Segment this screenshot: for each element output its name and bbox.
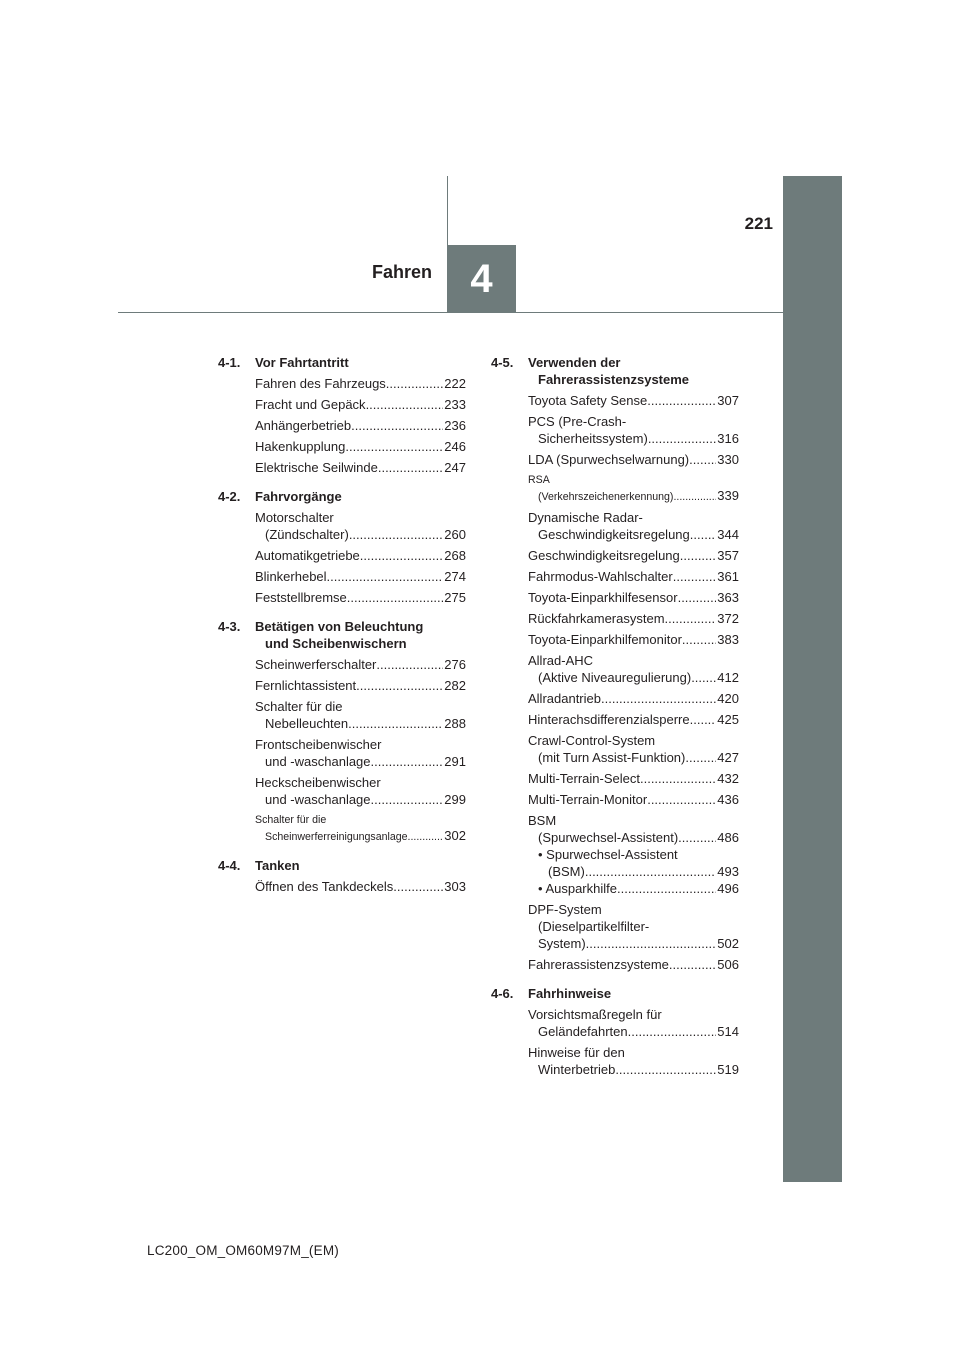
entry-page: 268 — [444, 548, 466, 563]
leader-dots — [640, 770, 716, 787]
entry-page: 307 — [717, 393, 739, 408]
chapter-number: 4 — [470, 256, 493, 301]
entry-title: (Spurwechsel-Assistent) — [538, 830, 679, 845]
toc-entry[interactable] — [528, 901, 739, 952]
entry-title: Toyota-Einparkhilfemonitor — [528, 632, 682, 647]
section-number: 4-5. — [491, 355, 514, 370]
toc-entry[interactable] — [528, 472, 739, 505]
entry-title: Fracht und Gepäck — [255, 397, 366, 412]
leader-dots — [408, 829, 444, 845]
entry-title: (Zündschalter) — [265, 527, 349, 542]
entry-title: Allradantrieb — [528, 691, 601, 706]
leader-dots — [617, 880, 716, 897]
entry-title: • Ausparkhilfe — [538, 881, 617, 896]
toc-entry[interactable] — [528, 791, 739, 808]
entry-page: 339 — [717, 488, 739, 503]
entry-page: 412 — [717, 670, 739, 685]
leader-dots — [356, 677, 443, 694]
entry-title: (Verkehrszeichenerkennung) — [538, 491, 674, 503]
entry-title-line: DPF-System — [528, 902, 602, 917]
leader-dots — [327, 568, 444, 585]
entry-title: Fahrerassistenzsysteme — [528, 957, 669, 972]
chapter-title: Fahren — [371, 262, 432, 282]
header-vertical-rule — [447, 176, 448, 245]
leader-dots — [386, 375, 444, 392]
leader-dots — [348, 715, 443, 732]
entry-page: 302 — [444, 828, 466, 843]
section-title — [528, 354, 739, 388]
toc-subentry[interactable] — [538, 880, 739, 897]
toc-entry[interactable] — [255, 774, 466, 808]
leader-dots — [360, 547, 444, 564]
entry-title: Öffnen des Tankdeckels — [255, 879, 394, 894]
toc-right-column — [491, 354, 739, 1082]
section-title: Tanken — [255, 858, 300, 873]
entry-page: 357 — [717, 548, 739, 563]
entry-title: und -waschanlage — [265, 792, 371, 807]
entry-title: Fernlichtassistent — [255, 678, 357, 693]
entry-title-line: PCS (Pre-Crash- — [528, 414, 627, 429]
leader-dots — [376, 656, 443, 673]
toc-entry[interactable] — [528, 732, 739, 766]
entry-title-line: • Spurwechsel-Assistent — [538, 847, 678, 862]
page-number: 221 — [744, 214, 773, 233]
entry-title-line: Frontscheibenwischer — [255, 737, 382, 752]
toc-entry[interactable] — [255, 438, 466, 455]
entry-page: 496 — [717, 881, 739, 896]
leader-dots — [673, 489, 716, 505]
entry-page: 246 — [444, 439, 466, 454]
toc-entry[interactable] — [528, 652, 739, 686]
toc-entry[interactable] — [255, 677, 466, 694]
section-number: 4-6. — [491, 986, 514, 1001]
toc-section-4-1[interactable] — [218, 354, 466, 371]
section-title: Fahrvorgänge — [255, 489, 342, 504]
leader-dots — [678, 829, 716, 846]
leader-dots — [647, 791, 716, 808]
entry-title: Toyota Safety Sense — [528, 393, 648, 408]
toc-left-column — [218, 354, 466, 899]
section-title-line: Verwenden der — [528, 355, 621, 370]
toc-entry[interactable] — [528, 610, 739, 627]
toc-entry[interactable] — [528, 711, 739, 728]
entry-title: Geschwindigkeitsregelung — [528, 548, 680, 563]
chapter-number-box — [447, 245, 516, 313]
toc-entry[interactable] — [528, 568, 739, 585]
entry-page: 276 — [444, 657, 466, 672]
section-title-line: Fahrerassistenzsysteme — [538, 372, 690, 387]
entry-title-line: Hinweise für den — [528, 1045, 625, 1060]
leader-dots — [371, 753, 444, 770]
leader-dots — [601, 690, 716, 707]
toc-entry[interactable] — [528, 509, 739, 543]
toc-entry[interactable] — [255, 459, 466, 476]
entry-title: (Aktive Niveauregulierung) — [538, 670, 692, 685]
entry-title-line: Schalter für die — [255, 699, 343, 714]
entry-page: 233 — [444, 397, 466, 412]
entry-page: 383 — [717, 632, 739, 647]
leader-dots — [349, 526, 443, 543]
toc-section-4-3[interactable] — [218, 618, 466, 652]
toc-entry[interactable] — [255, 812, 466, 845]
leader-dots — [665, 610, 717, 627]
leader-dots — [345, 438, 443, 455]
entry-title: Anhängerbetrieb — [255, 418, 352, 433]
entry-title: Multi-Terrain-Monitor — [528, 792, 648, 807]
entry-page: 291 — [444, 754, 466, 769]
leader-dots — [393, 878, 443, 895]
leader-dots — [585, 863, 716, 880]
toc-section-4-4[interactable] — [218, 857, 466, 874]
entry-title-line: Crawl-Control-System — [528, 733, 656, 748]
toc-entry[interactable] — [528, 1044, 739, 1078]
entry-title-line: BSM — [528, 813, 557, 828]
toc-entry[interactable] — [528, 690, 739, 707]
toc-entry[interactable] — [255, 396, 466, 413]
entry-title: Multi-Terrain-Select — [528, 771, 640, 786]
entry-page: 514 — [717, 1024, 739, 1039]
entry-page: 427 — [717, 750, 739, 765]
entry-page: 222 — [444, 376, 466, 391]
chapter-side-tab — [783, 176, 842, 1182]
leader-dots — [586, 935, 717, 952]
toc-entry[interactable] — [528, 812, 739, 846]
toc-entry[interactable] — [528, 451, 739, 468]
entry-title: Fahrmodus-Wahlschalter — [528, 569, 673, 584]
entry-title: Elektrische Seilwinde — [255, 460, 378, 475]
entry-page: 330 — [717, 452, 739, 467]
toc-entry[interactable] — [528, 956, 739, 973]
toc-entry[interactable] — [255, 417, 466, 434]
entry-title: System) — [538, 936, 586, 951]
entry-title: Sicherheitssystem) — [538, 431, 648, 446]
entry-page: 288 — [444, 716, 466, 731]
entry-page: 372 — [717, 611, 739, 626]
section-title — [255, 618, 466, 652]
toc-entry[interactable] — [528, 589, 739, 606]
leader-dots — [680, 547, 717, 564]
entry-page: 506 — [717, 957, 739, 972]
toc-entry[interactable] — [255, 568, 466, 585]
entry-title-line: Dynamische Radar- — [528, 510, 643, 525]
leader-dots — [682, 631, 716, 648]
toc-entry[interactable] — [255, 878, 466, 895]
entry-title-line: (Dieselpartikelfilter- — [538, 919, 650, 934]
entry-page: 493 — [717, 864, 739, 879]
entry-page: 260 — [444, 527, 466, 542]
entry-page: 274 — [444, 569, 466, 584]
entry-title: Rückfahrkamerasystem — [528, 611, 665, 626]
entry-title: (BSM) — [548, 864, 585, 879]
entry-title: Scheinwerferschalter — [255, 657, 377, 672]
section-title-line: und Scheibenwischern — [265, 636, 407, 651]
toc-entry[interactable] — [255, 509, 466, 543]
entry-page: 432 — [717, 771, 739, 786]
toc-entry[interactable] — [255, 698, 466, 732]
entry-title: Fahren des Fahrzeugs — [255, 376, 386, 391]
section-title: Fahrhinweise — [528, 986, 612, 1001]
leader-dots — [690, 711, 717, 728]
entry-page: 247 — [444, 460, 466, 475]
entry-title: Geschwindigkeitsregelung — [538, 527, 690, 542]
entry-page: 303 — [444, 879, 466, 894]
leader-dots — [615, 1061, 716, 1078]
leader-dots — [689, 451, 716, 468]
entry-title: Scheinwerferreinigungsanlage — [265, 831, 408, 843]
toc-entry[interactable] — [528, 1006, 739, 1040]
toc-entry[interactable] — [255, 656, 466, 673]
entry-page: 436 — [717, 792, 739, 807]
entry-title-line: Heckscheibenwischer — [255, 775, 381, 790]
toc-entry[interactable] — [255, 547, 466, 564]
entry-page: 502 — [717, 936, 739, 951]
entry-page: 299 — [444, 792, 466, 807]
entry-title: und -waschanlage — [265, 754, 371, 769]
toc-entry[interactable] — [528, 413, 739, 447]
leader-dots — [685, 749, 716, 766]
leader-dots — [673, 568, 717, 585]
entry-title: Blinkerhebel — [255, 569, 327, 584]
entry-page: 316 — [717, 431, 739, 446]
toc-entry[interactable] — [255, 375, 466, 392]
entry-title: LDA (Spurwechselwarnung) — [528, 452, 690, 467]
entry-title: (mit Turn Assist-Funktion) — [538, 750, 686, 765]
entry-page: 519 — [717, 1062, 739, 1077]
leader-dots — [366, 396, 444, 413]
entry-title-line: Allrad-AHC — [528, 653, 594, 668]
entry-title: Toyota-Einparkhilfesensor — [528, 590, 678, 605]
leader-dots — [648, 430, 716, 447]
toc-entry[interactable] — [528, 392, 739, 409]
leader-dots — [378, 459, 443, 476]
toc-entry[interactable] — [528, 547, 739, 564]
section-number: 4-2. — [218, 489, 241, 504]
section-number: 4-1. — [218, 355, 241, 370]
entry-title: Feststellbremse — [255, 590, 347, 605]
toc-section-4-6[interactable] — [491, 985, 739, 1002]
entry-title-line: Vorsichtsmaßregeln für — [528, 1007, 662, 1022]
entry-page: 275 — [444, 590, 466, 605]
leader-dots — [678, 589, 717, 606]
leader-dots — [690, 526, 717, 543]
toc-entry[interactable] — [528, 631, 739, 648]
entry-page: 420 — [717, 691, 739, 706]
toc-entry[interactable] — [255, 736, 466, 770]
footer-document-code: LC200_OM_OM60M97M_(EM) — [147, 1243, 339, 1258]
entry-page: 361 — [717, 569, 739, 584]
toc-entry[interactable] — [528, 770, 739, 787]
entry-title: Winterbetrieb — [538, 1062, 616, 1077]
entry-title-line: Motorschalter — [255, 510, 334, 525]
entry-title: Nebelleuchten — [265, 716, 349, 731]
entry-title-line: Schalter für die — [255, 814, 327, 826]
leader-dots — [347, 589, 444, 606]
leader-dots — [669, 956, 716, 973]
entry-title: Hinterachsdifferenzialsperre — [528, 712, 690, 727]
entry-page: 282 — [444, 678, 466, 693]
leader-dots — [371, 791, 444, 808]
toc-section-4-5[interactable] — [491, 354, 739, 388]
section-number: 4-3. — [218, 619, 241, 634]
entry-page: 486 — [717, 830, 739, 845]
entry-page: 344 — [717, 527, 739, 542]
entry-page: 425 — [717, 712, 739, 727]
leader-dots — [691, 669, 716, 686]
entry-page: 363 — [717, 590, 739, 605]
entry-title: Geländefahrten — [538, 1024, 628, 1039]
toc-entry[interactable] — [255, 589, 466, 606]
entry-title: Hakenkupplung — [255, 439, 346, 454]
section-number: 4-4. — [218, 858, 241, 873]
section-title-line: Betätigen von Beleuchtung — [255, 619, 424, 634]
leader-dots — [647, 392, 716, 409]
toc-section-4-2[interactable] — [218, 488, 466, 505]
toc-subentry[interactable] — [538, 846, 739, 880]
entry-title: Automatikgetriebe — [255, 548, 360, 563]
leader-dots — [351, 417, 443, 434]
leader-dots — [628, 1023, 717, 1040]
section-title: Vor Fahrtantritt — [255, 355, 349, 370]
entry-title-line: RSA — [528, 474, 550, 486]
entry-page: 236 — [444, 418, 466, 433]
